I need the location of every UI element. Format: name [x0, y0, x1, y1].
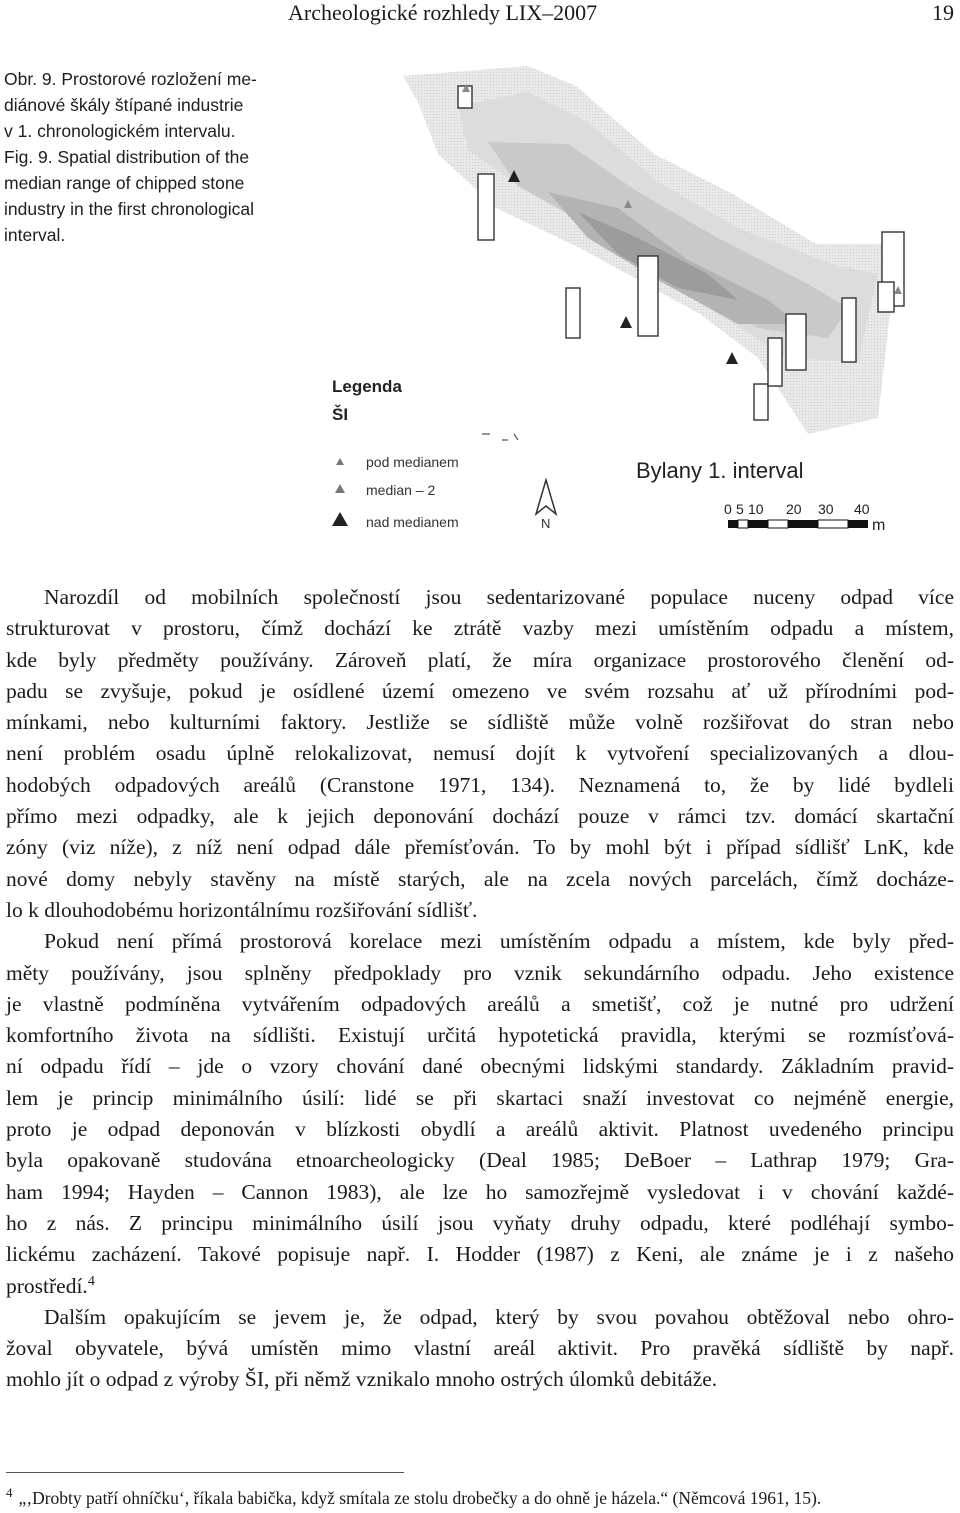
scale-tick: 10	[748, 501, 764, 517]
text-line: přímo mezi odpadky, ale k jejich deponování dochází pouze v rámci tzv. domácí skartační	[6, 804, 954, 829]
footnote-divider	[6, 1472, 404, 1473]
legend-item-label: median – 2	[366, 482, 436, 498]
legend-item-label: pod medianem	[366, 454, 459, 470]
text-line: Pokud není přímá prostorová korelace mezi umístěním odpadu a místem, kde byly před-	[44, 929, 954, 954]
text-line: prostředí.	[6, 1273, 88, 1298]
legend-title: Legenda	[332, 377, 402, 396]
text-line: strukturovat v prostoru, čímž dochází ke ztrátě vazby mezi umístěním odpadu a místem,	[6, 616, 954, 641]
body-text	[6, 582, 954, 1396]
text-line: mohlo jít o odpad z výroby ŠI, při němž vznikalo mnoho ostrých úlomků debitáže.	[6, 1367, 718, 1392]
small-triangle-icon	[336, 458, 344, 465]
text-line: ní odpadu řídí – jde o vzory chování dané obecnými lidskými standardy. Základním pravid-	[6, 1054, 954, 1079]
text-line: hodobých odpadových areálů (Cranstone 1971, 134). Neznamená to, že by lidé bydleli	[6, 772, 954, 797]
legend-item-median	[335, 482, 435, 498]
text-line: padu se zvyšuje, pokud je osídlené území omezeno ve svém rozsahu ať už přírodními pod-	[6, 678, 954, 703]
text-line: ham 1994; Hayden – Cannon 1983), ale lze ho samozřejmě vysledovat i v chování každé-	[6, 1179, 954, 1204]
scale-unit: m	[872, 517, 886, 534]
text-line: je vlastně podmíněna vytvářením odpadových areálů a smetišť, což je nutné pro udržení	[6, 991, 954, 1016]
scale-bar	[724, 501, 885, 534]
scale-tick: 5	[736, 501, 744, 517]
caption-line: v 1. chronologickém intervalu.	[4, 121, 236, 141]
density-zones	[403, 66, 896, 434]
north-label: N	[541, 516, 551, 531]
footnote	[6, 1480, 954, 1511]
caption-line: Obr. 9. Prostorové rozložení me-	[4, 69, 257, 89]
north-arrow-icon	[536, 480, 556, 531]
text-line: lo k dlouhodobému horizontálnímu rozšiřování sídlišť.	[6, 897, 478, 922]
text-line: proto je odpad deponován v blízkosti obydlí a areálů aktivit. Platnost uvedeného principu	[6, 1117, 954, 1142]
legend-subtitle: ŠI	[332, 405, 349, 424]
caption-line: industry in the first chronological	[4, 199, 254, 219]
scale-tick: 0	[724, 501, 732, 517]
running-header	[288, 0, 954, 28]
text-line: byla opakovaně studována etnoarcheologicky (Deal 1985; DeBoer – Lathrap 1979; Gra-	[6, 1148, 954, 1173]
text-line: kde byly předměty používány. Zároveň platí, že míra organizace prostorového členění od-	[6, 647, 954, 672]
legend-item-label: nad medianem	[366, 514, 459, 530]
text-line: zóny (viz níže), z níž není odpad dále přemísťován. To by mohl být i případ sídlišť LnK, kde	[6, 835, 954, 860]
caption-line: interval.	[4, 225, 66, 245]
spatial-distribution-map	[318, 62, 958, 540]
text-line: žoval obyvatele, bývá umístěn mimo vlastní areál aktivit. Pro pravěká sídliště by např.	[6, 1336, 954, 1361]
map-title: Bylany 1. interval	[636, 458, 804, 483]
text-line: nové domy nebyly stavěny na místě starých, ale na zcela nových parcelách, čímž docháze-	[6, 866, 954, 891]
text-line: lickému zacházení. Takové popisuje např. I. Hodder (1987) z Keni, ale známe je i z našeho	[6, 1242, 954, 1267]
footnote-number: 4	[6, 1485, 13, 1500]
legend-item-nad-medianem	[332, 512, 459, 530]
legend-item-pod-medianem	[336, 454, 459, 470]
footnote-text: „‚Drobty patří ohníčku‘, říkala babička, když smítala ze stolu drobečky a do ohně je házela.“ (Němcová 1961, 15).	[18, 1488, 822, 1508]
text-line: Narozdíl od mobilních společností jsou sedentarizované populace nuceny odpad více	[44, 585, 954, 609]
scale-tick: 30	[818, 501, 834, 517]
journal-title: Archeologické rozhledy LIX–2007	[288, 0, 598, 25]
text-line-with-footnote	[6, 1271, 954, 1302]
footnote-reference[interactable]: 4	[87, 1273, 95, 1289]
caption-line: Fig. 9. Spatial distribution of the	[4, 147, 250, 167]
scale-tick: 40	[854, 501, 870, 517]
page-number: 19	[932, 0, 954, 25]
caption-line: diánové škály štípané industrie	[4, 95, 244, 115]
text-line: měty používány, jsou splněny předpoklady pro vznik sekundárního odpadu. Jeho existence	[6, 960, 954, 985]
text-line: ho z nás. Z principu minimálního úsilí jsou vyňaty druhy odpadu, které podléhají symbo-	[6, 1210, 954, 1235]
large-triangle-icon	[332, 512, 348, 526]
text-line: není problém osadu úplně relokalizovat, nemusí dojít k vytvoření specializovaných a dlou-	[6, 741, 954, 766]
figure-caption	[4, 66, 304, 248]
text-line: komfortního života na sídlišti. Existují určitá hypotetická pravidla, kterými se rozmísťová-	[6, 1023, 954, 1048]
map-fragments	[482, 434, 518, 440]
scale-tick: 20	[786, 501, 802, 517]
text-line: lem je princip minimálního úsilí: lidé se při skartaci snaží investovat co nejméně energie,	[6, 1085, 954, 1110]
text-line: Dalším opakujícím se jevem je, že odpad, který by svou povahou obtěžoval nebo ohro-	[44, 1304, 954, 1329]
medium-triangle-icon	[335, 484, 345, 493]
text-line: mínkami, nebo kulturními faktory. Jestliže se sídliště může volně rozšiřovat do stran nebo	[6, 710, 954, 735]
caption-line: median range of chipped stone	[4, 173, 245, 193]
